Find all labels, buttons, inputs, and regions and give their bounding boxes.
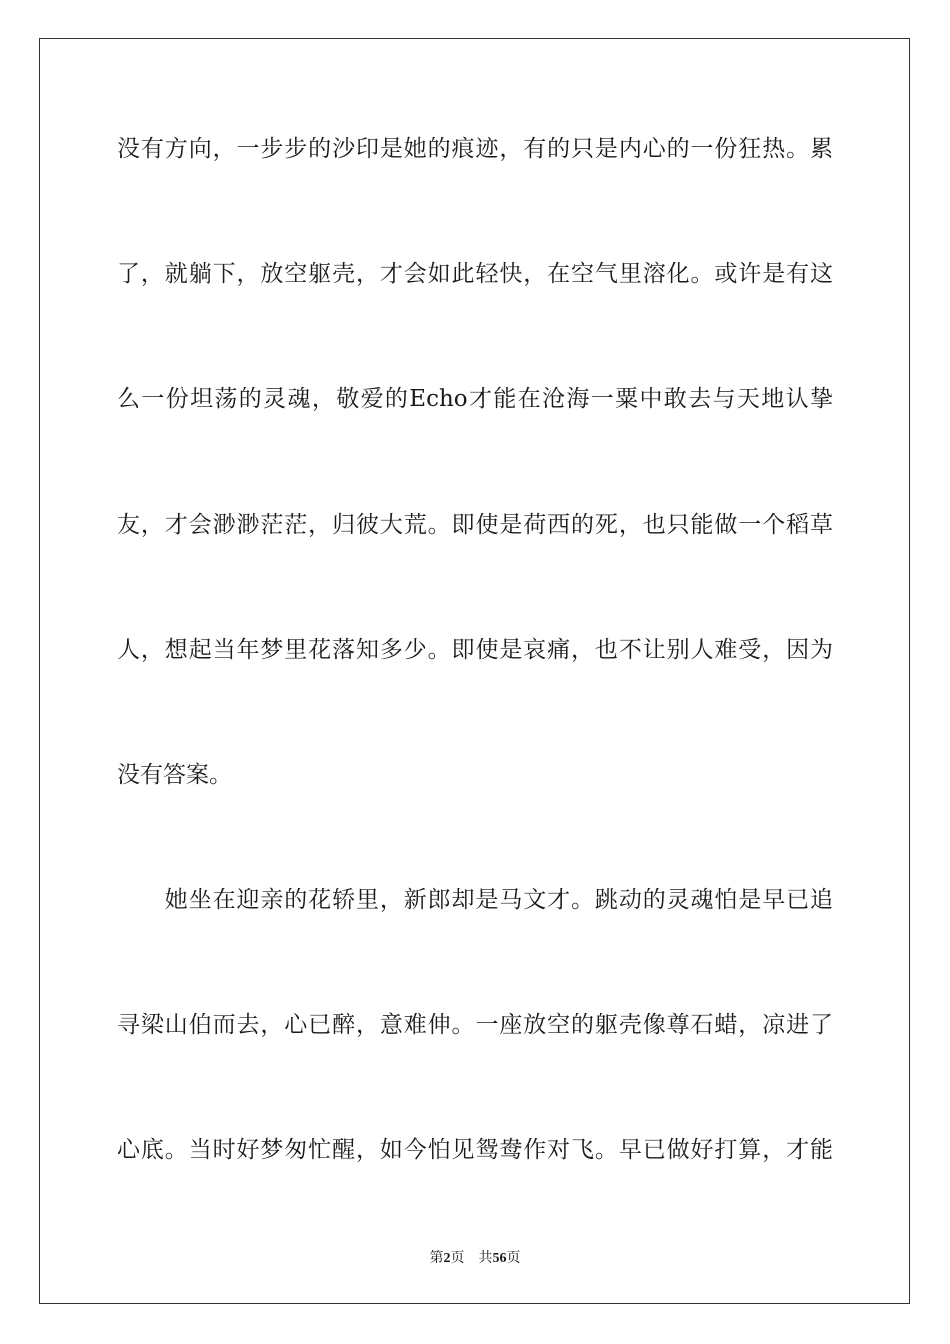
text-line-4: 友，才会渺渺茫茫，归彼大荒。即使是荷西的死，也只能做一个稻草 bbox=[117, 512, 833, 538]
page-footer bbox=[0, 1247, 950, 1267]
total-suffix: 页 bbox=[506, 1251, 521, 1266]
page-border bbox=[39, 38, 910, 1304]
text-line-6: 没有答案。 bbox=[117, 762, 232, 788]
text-line-1: 没有方向，一步步的沙印是她的痕迹，有的只是内心的一份狂热。累 bbox=[117, 136, 833, 162]
page-number: 2 bbox=[443, 1251, 451, 1266]
text-line-8: 寻梁山伯而去，心已醉，意难伸。一座放空的躯壳像尊石蜡，凉进了 bbox=[117, 1012, 833, 1038]
total-prefix: 共 bbox=[478, 1251, 493, 1266]
text-line-7: 她坐在迎亲的花轿里，新郎却是马文才。跳动的灵魂怕是早已追 bbox=[117, 887, 833, 913]
text-line-2: 了，就躺下，放空躯壳，才会如此轻快，在空气里溶化。或许是有这 bbox=[117, 261, 833, 287]
total-pages: 56 bbox=[492, 1251, 507, 1266]
text-line-9: 心底。当时好梦匆忙醒，如今怕见鸳鸯作对飞。早已做好打算，才能 bbox=[117, 1137, 833, 1163]
text-line-3: 么一份坦荡的灵魂，敬爱的Echo才能在沧海一粟中敢去与天地认挚 bbox=[117, 386, 833, 412]
text-line-5: 人，想起当年梦里花落知多少。即使是哀痛，也不让别人难受，因为 bbox=[117, 637, 833, 663]
page-prefix: 第 bbox=[429, 1251, 444, 1266]
page-suffix: 页 bbox=[450, 1251, 465, 1266]
